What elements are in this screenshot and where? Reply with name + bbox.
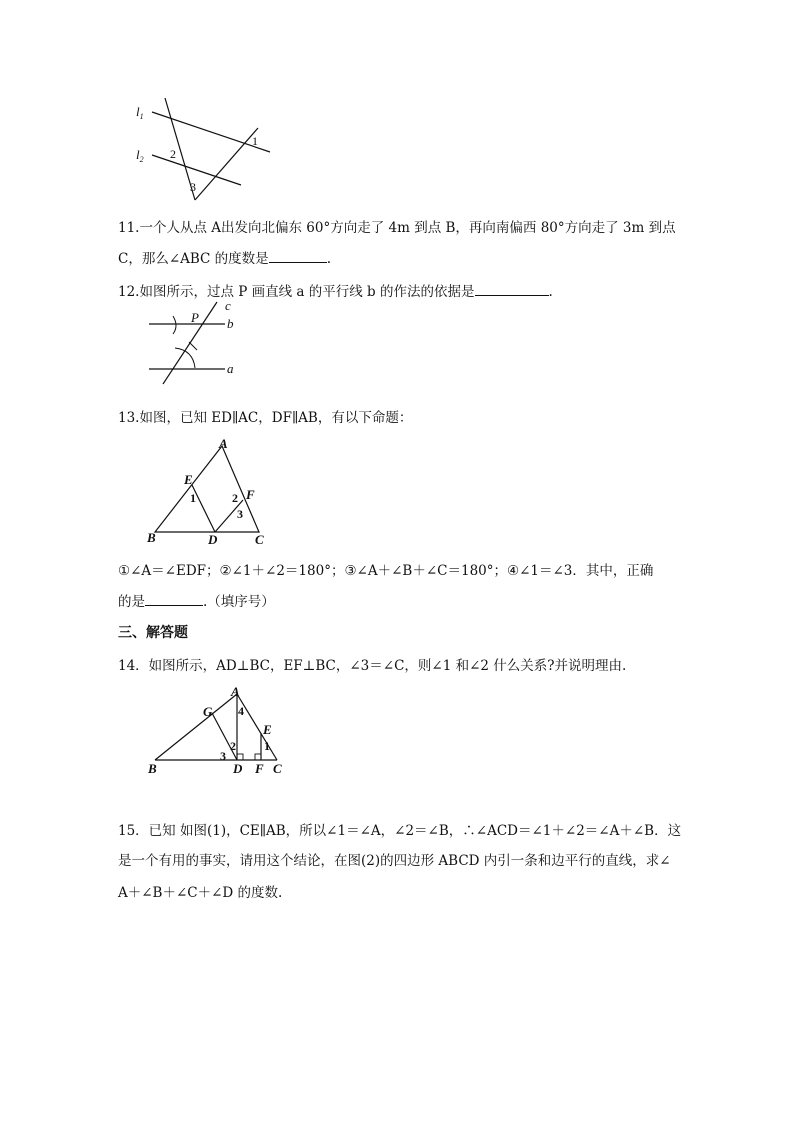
q13-options: ①∠A＝∠EDF；②∠1＋∠2＝180°；③∠A＋∠B＋∠C＝180°；④∠1＝∠3．其中，正确 <box>118 563 654 579</box>
section-heading: 三、解答题 <box>118 625 188 641</box>
q13-line2-end: .（填序号） <box>203 594 275 610</box>
line-l2 <box>152 155 241 185</box>
label-b: b <box>227 316 234 331</box>
angle-1-label: 1 <box>264 739 270 753</box>
figure-parallel-lines <box>130 92 280 204</box>
label-E: E <box>184 472 193 487</box>
figure-parallel-construction-svg <box>145 298 255 387</box>
q15-line2: 是一个有用的事实，请用这个结论，在图(2)的四边形 ABCD 内引一条和边平行的直线，求∠ <box>118 853 671 869</box>
label-D: D <box>208 532 218 547</box>
label-E: E <box>263 722 272 737</box>
right-angle-D <box>237 754 243 760</box>
q13-answer-blank[interactable] <box>145 591 203 606</box>
q11-line2 <box>118 248 331 269</box>
arc-mark-top <box>173 316 176 334</box>
figure-triangle-q13 <box>145 436 275 546</box>
q12-text-line <box>118 281 553 302</box>
label-D: D <box>233 761 243 776</box>
arc-mark-bottom <box>175 348 195 368</box>
label-P: P <box>191 310 199 325</box>
angle-1-label: 1 <box>190 491 196 505</box>
figure-triangle-q14 <box>145 684 295 784</box>
label-C: C <box>255 532 264 547</box>
label-c: c <box>225 298 231 313</box>
label-C: C <box>273 761 282 776</box>
label-F: F <box>246 487 255 502</box>
q12-answer-blank[interactable] <box>475 281 549 296</box>
q12-end: . <box>548 284 553 300</box>
label-B: B <box>147 530 156 545</box>
label-l2: $l_2$ <box>136 147 144 164</box>
q11-answer-blank[interactable] <box>269 248 327 263</box>
q13-line2 <box>118 591 275 612</box>
q11-line1: 11.一个人从点 A出发向北偏东 60°方向走了 4m 到点 B，再向南偏西 80°方向走了 3m 到点 <box>118 220 676 236</box>
label-A: A <box>219 436 228 451</box>
q11-line2-end: . <box>326 251 331 267</box>
angle-2-label: 2 <box>232 491 238 505</box>
angle-3-label: 3 <box>190 180 196 194</box>
q11-line2-text: C，那么∠ABC 的度数是 <box>118 251 269 267</box>
q15-line1: 15．已知 如图(1)，CE∥AB，所以∠1＝∠A，∠2＝∠B，∴∠ACD＝∠1＋∠2＝∠A＋∠B．这 <box>118 823 682 839</box>
label-A: A <box>231 684 240 699</box>
figure-parallel-lines-svg <box>130 92 280 204</box>
label-B: B <box>148 761 157 776</box>
label-F: F <box>255 761 264 776</box>
angle-1-label: 1 <box>252 134 258 148</box>
figure-triangle-q14-svg <box>145 684 295 784</box>
label-a: a <box>227 361 234 376</box>
q15-line3: A＋∠B＋∠C＋∠D 的度数. <box>118 885 283 901</box>
label-l1: $l_1$ <box>136 104 144 121</box>
q12-text: 12.如图所示，过点 P 画直线 a 的平行线 b 的作法的依据是 <box>118 284 475 300</box>
figure-parallel-construction <box>145 298 255 387</box>
angle-3-label: 3 <box>237 507 243 521</box>
angle-4-label: 4 <box>238 704 244 718</box>
angle-2-label: 2 <box>170 147 176 161</box>
transversal-right <box>195 128 258 200</box>
q14-text: 14．如图所示，AD⊥BC，EF⊥BC，∠3＝∠C，则∠1 和∠2 什么关系?并说明理由. <box>118 658 627 674</box>
figure-triangle-q13-svg <box>145 436 275 546</box>
angle-2-label: 2 <box>230 739 236 753</box>
arc-tick <box>189 342 197 350</box>
angle-3-label: 3 <box>220 749 226 763</box>
q13-line2-text: 的是 <box>118 594 145 610</box>
triangle-ABC <box>155 446 259 532</box>
q13-text: 13.如图，已知 ED∥AC，DF∥AB，有以下命题： <box>118 410 413 426</box>
right-angle-F <box>255 754 261 760</box>
label-G: G <box>203 704 213 719</box>
